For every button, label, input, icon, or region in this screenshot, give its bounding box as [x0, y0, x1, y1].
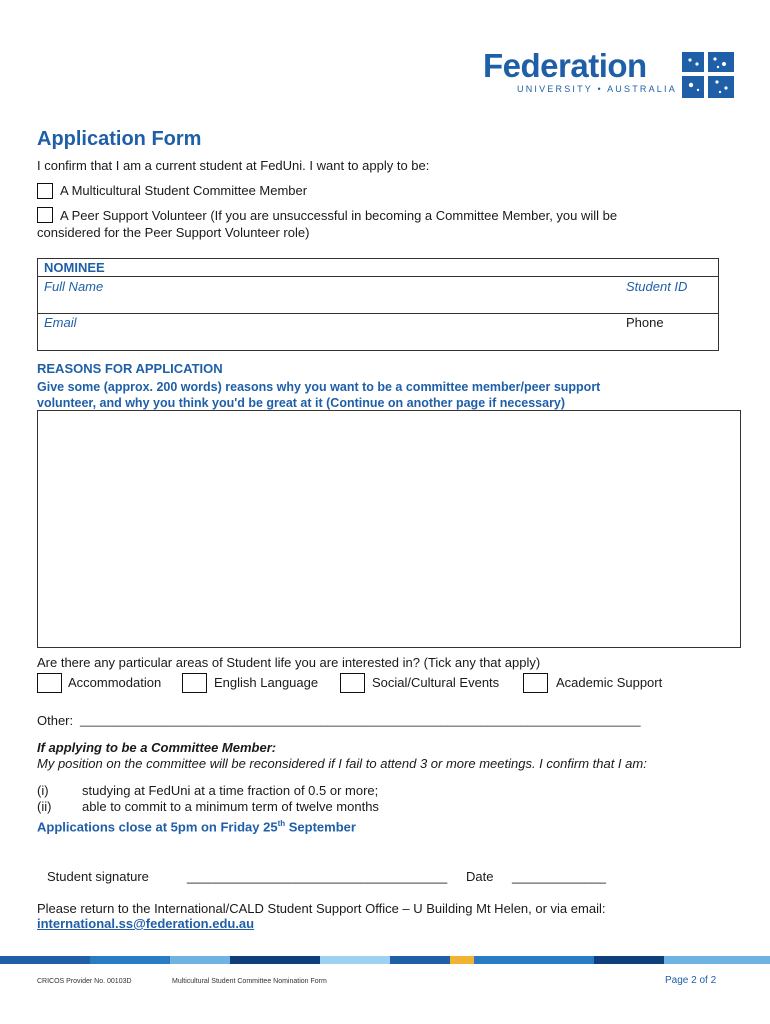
- footer-bar-segment: [90, 956, 170, 964]
- applications-close-notice: Applications close at 5pm on Friday 25th September: [37, 819, 356, 835]
- federation-logo-word: Federation: [483, 47, 647, 84]
- english-language-checkbox[interactable]: [182, 673, 207, 693]
- signature-label: Student signature: [47, 869, 149, 884]
- footer-bar-segment: [0, 956, 90, 964]
- footer-bar-segment: [474, 956, 594, 964]
- condition-text-ii: able to commit to a minimum term of twelve months: [82, 799, 379, 814]
- federation-flag-logo-icon: [682, 52, 734, 98]
- peer-support-checkbox[interactable]: [37, 207, 53, 223]
- phone-field[interactable]: [626, 332, 716, 348]
- english-language-label: English Language: [214, 675, 319, 690]
- reasons-textarea[interactable]: [37, 410, 741, 648]
- condition-marker-i: (i): [37, 783, 49, 798]
- accommodation-checkbox[interactable]: [37, 673, 62, 693]
- date-field[interactable]: _____________: [512, 869, 606, 884]
- nominee-row-divider: [38, 313, 718, 314]
- footer-bar-segment: [230, 956, 320, 964]
- social-cultural-events-label: Social/Cultural Events: [372, 675, 500, 690]
- peer-support-label-line1: A Peer Support Volunteer (If you are unsuccessful in becoming a Committee Member, you will be: [60, 208, 618, 223]
- reasons-heading: REASONS FOR APPLICATION: [37, 361, 223, 376]
- footer-bar-segment: [170, 956, 230, 964]
- page-title: Application Form: [37, 128, 202, 150]
- condition-text-i: studying at FedUni at a time fraction of 0.5 or more;: [82, 783, 379, 798]
- signature-field[interactable]: ____________________________________: [187, 869, 448, 884]
- peer-support-label-line2: considered for the Peer Support Volunteer role): [37, 225, 310, 240]
- interests-question: Are there any particular areas of Student life you are interested in? (Tick any that apply): [37, 655, 541, 670]
- condition-marker-ii: (ii): [37, 799, 52, 814]
- return-instructions: Please return to the International/CALD Student Support Office – U Building Mt Helen, or via email:: [37, 901, 606, 916]
- footer-page-number: Page 2 of 2: [665, 975, 717, 986]
- email-field[interactable]: [44, 332, 604, 348]
- academic-support-checkbox[interactable]: [523, 673, 548, 693]
- nominee-heading: NOMINEE: [44, 260, 105, 275]
- intro-text: I confirm that I am a current student at FedUni. I want to apply to be:: [37, 158, 430, 173]
- footer-bar-segment: [594, 956, 664, 964]
- student-id-field[interactable]: [626, 296, 716, 312]
- other-field[interactable]: ____________________________________________________________________________________: [80, 713, 641, 727]
- accommodation-label: Accommodation: [68, 675, 162, 690]
- other-label: Other:: [37, 713, 74, 728]
- reasons-prompt-line2: volunteer, and why you think you'd be great at it (Continue on another page if necessary): [37, 396, 566, 410]
- footer-cricos: CRICOS Provider No. 00103D: [37, 978, 132, 985]
- footer-bar-segment: [664, 956, 770, 964]
- phone-label: Phone: [626, 315, 664, 330]
- footer-bar-segment: [390, 956, 450, 964]
- date-label: Date: [466, 869, 494, 884]
- committee-member-label: A Multicultural Student Committee Member: [60, 183, 308, 198]
- full-name-field[interactable]: [44, 296, 604, 312]
- federation-logo-subtitle: UNIVERSITY • AUSTRALIA: [517, 84, 677, 94]
- footer-bar-segment: [450, 956, 474, 964]
- committee-heading: If applying to be a Committee Member:: [37, 740, 277, 755]
- footer-color-bar: [0, 956, 770, 964]
- reasons-prompt-line1: Give some (approx. 200 words) reasons why you want to be a committee member/peer support: [37, 380, 601, 394]
- email-label: Email: [44, 315, 77, 330]
- social-cultural-events-checkbox[interactable]: [340, 673, 365, 693]
- student-id-label: Student ID: [626, 279, 688, 294]
- full-name-label: Full Name: [44, 279, 104, 294]
- footer-bar-segment: [320, 956, 390, 964]
- return-email-link[interactable]: international.ss@federation.edu.au: [37, 916, 255, 931]
- academic-support-label: Academic Support: [556, 675, 663, 690]
- committee-statement: My position on the committee will be reconsidered if I fail to attend 3 or more meetings. I confirm that I am:: [37, 756, 647, 771]
- committee-member-checkbox[interactable]: [37, 183, 53, 199]
- footer-document-name: Multicultural Student Committee Nomination Form: [172, 978, 327, 985]
- nominee-header-divider: [38, 276, 718, 277]
